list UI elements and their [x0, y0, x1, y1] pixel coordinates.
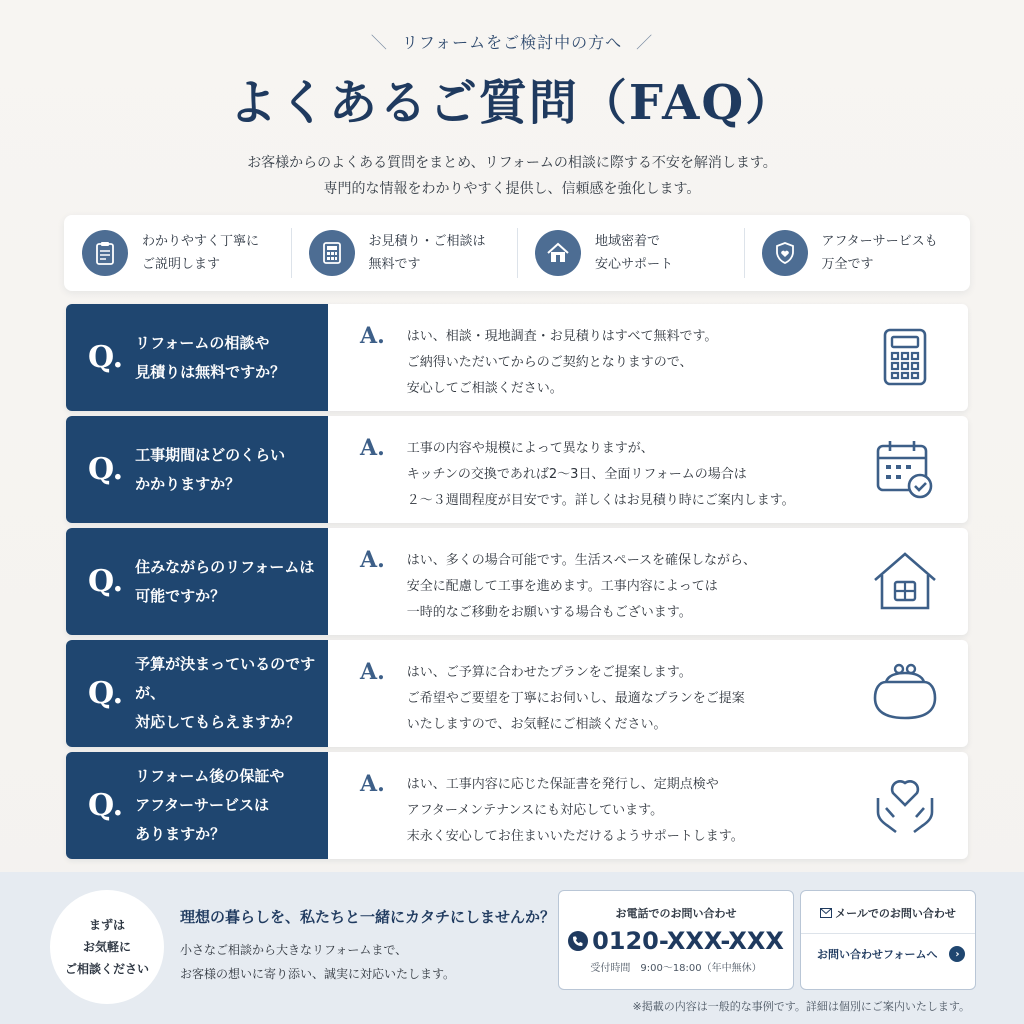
clipboard-icon: [82, 230, 128, 276]
badge-line: まずは: [88, 918, 125, 932]
faq-answer: [328, 304, 968, 411]
faq-question: [66, 640, 328, 747]
cta-body: [180, 938, 455, 986]
page-title: よくあるご質問（FAQ）: [228, 75, 796, 131]
q-mark: Q.: [88, 788, 124, 823]
house-icon: [535, 230, 581, 276]
answer-text: はい、工事内容に応じた保証書を発行し、定期点検や アフターメンテナンスにも対応しています。 末永く安心してお住まいいただけるようサポートします。: [406, 777, 744, 844]
q-mark: Q.: [88, 340, 124, 375]
feature-label: 安心サポート: [595, 257, 674, 272]
feature-after-service: [744, 228, 971, 278]
feature-explanation: [64, 228, 291, 278]
faq-question: [66, 304, 328, 411]
question-text: リフォームの相談や: [135, 333, 270, 352]
phone-hours: 受付時間 9:00〜18:00（年中無休）: [590, 963, 762, 974]
eyebrow-text: リフォームをご検討中の方へ: [401, 33, 623, 52]
faq-answer: [328, 640, 968, 747]
consult-badge: [50, 890, 164, 1004]
phone-contact-box[interactable]: [558, 890, 794, 990]
feature-label: 無料です: [368, 257, 421, 272]
a-mark: A.: [360, 323, 385, 349]
faq-question: [66, 752, 328, 859]
phone-label: お電話でのお問い合わせ: [615, 907, 737, 920]
question-text: 住みながらのリフォームは: [135, 557, 315, 576]
feature-label: 万全です: [821, 257, 874, 272]
phone-icon: [568, 931, 588, 951]
badge-line: ご相談ください: [64, 962, 149, 976]
cta-heading: 理想の暮らしを、私たちと一緒にカタチにしませんか？: [180, 908, 556, 926]
feature-local-support: [517, 228, 744, 278]
divider: [801, 933, 975, 934]
purse-icon: [872, 660, 938, 726]
q-mark: Q.: [88, 564, 124, 599]
house-icon: [872, 548, 938, 614]
faq-item[interactable]: [66, 528, 968, 635]
question-text: かかりますか？: [135, 474, 241, 493]
question-text: 見積りは無料ですか？: [135, 362, 286, 381]
feature-label: アフターサービスも: [821, 234, 938, 249]
a-mark: A.: [360, 771, 385, 797]
a-mark: A.: [360, 435, 385, 461]
lead-line-1: お客様からのよくある質問をまとめ、リフォームの相談に際する不安を解消します。: [247, 155, 777, 171]
hands-heart-icon: [872, 772, 938, 838]
answer-text: はい、多くの場合可能です。生活スペースを確保しながら、 安全に配慮して工事を進めます。工事内容によっては 一時的なご移動をお願いする場合もございます。: [406, 553, 757, 620]
contact-form-link[interactable]: [817, 946, 975, 962]
feature-label: お見積り・ご相談は: [368, 234, 486, 249]
question-text: 予算が決まっているのですが、: [135, 655, 316, 702]
question-text: ありますか？: [135, 825, 226, 843]
phone-number[interactable]: 0120-XXX-XXX: [592, 927, 784, 955]
calendar-check-icon: [872, 436, 938, 502]
question-text: アフターサービスは: [135, 796, 270, 814]
feature-label: 地域密着で: [595, 234, 661, 249]
cta-body-line: お客様の想いに寄り添い、誠実に対応いたします。: [180, 967, 456, 981]
answer-text: はい、相談・現地調査・お見積りはすべて無料です。 ご納得いただいてからのご契約となりますので、 安心してご相談ください。: [406, 329, 718, 396]
feature-free-estimate: [291, 228, 518, 278]
disclaimer-note: ※掲載の内容は一般的な事例です。詳細は個別にご案内いたします。: [632, 1000, 970, 1013]
eyebrow: [0, 30, 1024, 53]
cta-body-line: 小さなご相談から大きなリフォームまで、: [180, 943, 408, 957]
shield-heart-icon: [762, 230, 808, 276]
faq-answer: [328, 416, 968, 523]
q-mark: Q.: [88, 452, 124, 487]
contact-form-link-label: お問い合わせフォームへ: [817, 948, 938, 961]
calculator-icon: [309, 230, 355, 276]
faq-item[interactable]: [66, 304, 968, 411]
question-text: リフォーム後の保証や: [135, 767, 285, 785]
feature-bar: [64, 215, 970, 291]
faq-item[interactable]: [66, 640, 968, 747]
answer-text: 工事の内容や規模によって異なりますが、 キッチンの交換であれば2〜3日、全面リフォームの場合は ２〜３週間程度が目安です。詳しくはお見積り時にご案内します。: [406, 441, 795, 508]
slash-left-decoration: ＼: [370, 33, 388, 52]
faq-list: [66, 304, 968, 864]
mail-label: メールでのお問い合わせ: [835, 907, 956, 920]
badge-line: お気軽に: [82, 940, 131, 954]
lead-text: [0, 150, 1024, 202]
feature-label: わかりやすく丁寧に: [142, 234, 260, 249]
q-mark: Q.: [88, 676, 124, 711]
calculator-icon: [872, 324, 938, 390]
feature-label: ご説明します: [142, 257, 221, 272]
lead-line-2: 専門的な情報をわかりやすく提供し、信頼感を強化します。: [323, 181, 701, 197]
mail-icon: [820, 908, 832, 918]
question-text: 対応してもらえますか？: [135, 713, 301, 731]
a-mark: A.: [360, 547, 385, 573]
faq-question: [66, 528, 328, 635]
faq-answer: [328, 752, 968, 859]
slash-right-decoration: ／: [636, 33, 654, 52]
answer-text: はい、ご予算に合わせたプランをご提案します。 ご希望やご要望を丁寧にお伺いし、最適なプランをご提案 いたしますので、お気軽にご相談ください。: [406, 665, 745, 732]
faq-answer: [328, 528, 968, 635]
chevron-right-icon: ›: [949, 946, 965, 962]
question-text: 可能ですか？: [135, 586, 226, 605]
a-mark: A.: [360, 659, 385, 685]
faq-item[interactable]: [66, 416, 968, 523]
faq-question: [66, 416, 328, 523]
mail-contact-box: [800, 890, 976, 990]
question-text: 工事期間はどのくらい: [135, 445, 286, 464]
faq-item[interactable]: [66, 752, 968, 859]
